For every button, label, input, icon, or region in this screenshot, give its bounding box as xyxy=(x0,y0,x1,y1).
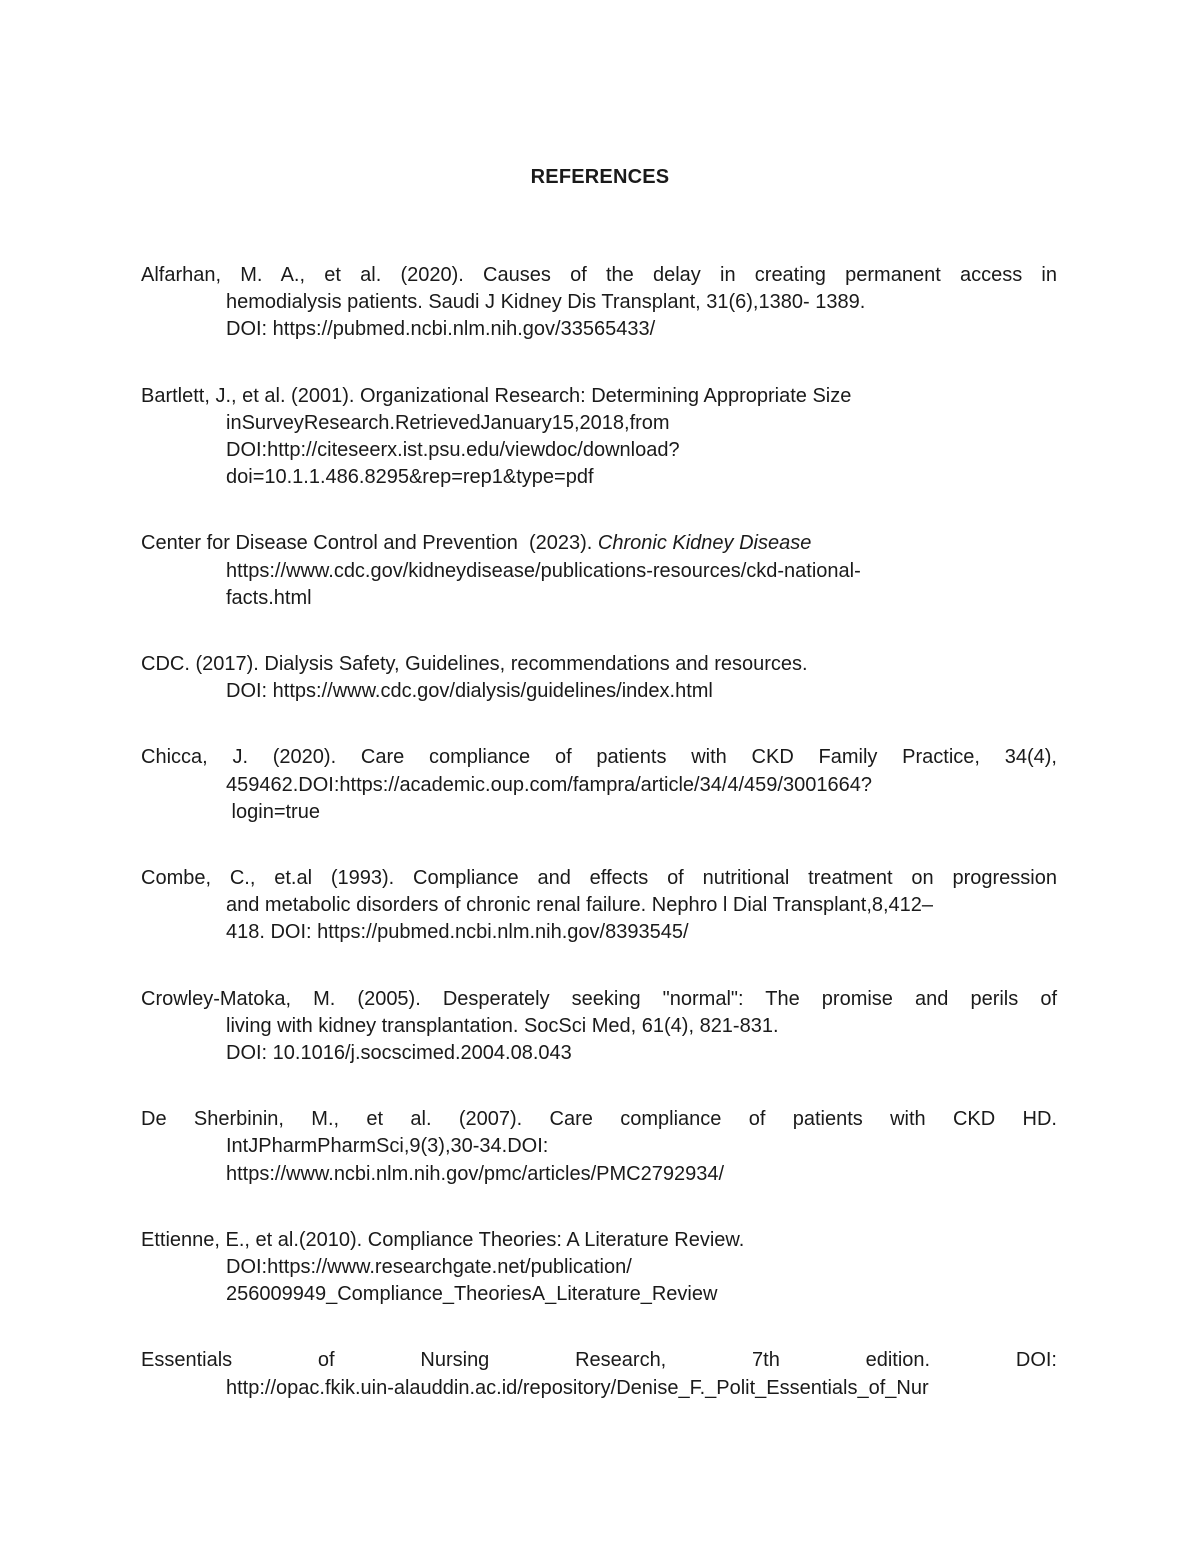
reference-doi: DOI: https://www.cdc.gov/dialysis/guidelines/index.html xyxy=(226,680,713,703)
reference-line: facts.html xyxy=(226,586,312,609)
reference-line: login=true xyxy=(226,800,320,823)
reference-author-text: Center for Disease Control and Prevention (2023). xyxy=(141,532,598,555)
reference-doi: DOI: 10.1016/j.socscimed.2004.08.043 xyxy=(226,1042,572,1065)
reference-url: https://www.cdc.gov/kidneydisease/publications-resources/ckd-national- xyxy=(226,559,861,582)
reference-first-line xyxy=(141,530,1057,557)
reference-entry-chicca xyxy=(141,744,1057,826)
references-heading: REFERENCES xyxy=(530,166,670,188)
reference-line: living with kidney transplantation. SocSci Med, 61(4), 821-831. xyxy=(226,1014,779,1037)
reference-entry-de-sherbinin xyxy=(141,1106,1057,1188)
reference-line: CDC. (2017). Dialysis Safety, Guidelines, recommendations and resources. xyxy=(141,653,808,676)
reference-entry-combe xyxy=(141,865,1057,947)
reference-line: and metabolic disorders of chronic renal failure. Nephro l Dial Transplant,8,412– xyxy=(226,894,934,917)
reference-line: Essentials of Nursing Research, 7th edition. DOI: xyxy=(141,1349,1057,1372)
reference-line: Ettienne, E., et al.(2010). Compliance Theories: A Literature Review. xyxy=(141,1228,745,1251)
reference-url: http://opac.fkik.uin-alauddin.ac.id/repository/Denise_F._Polit_Essentials_of_Nur xyxy=(226,1376,929,1399)
reference-line: Combe, C., et.al (1993). Compliance and effects of nutritional treatment on progression xyxy=(141,867,1057,890)
reference-entry-cdc-ckd xyxy=(141,530,1057,612)
reference-title-italic: Chronic Kidney Disease xyxy=(597,532,812,555)
reference-doi: DOI:https://www.researchgate.net/publication/ xyxy=(226,1256,632,1279)
reference-line: doi=10.1.1.486.8295&rep=rep1&type=pdf xyxy=(226,466,594,489)
reference-entry-bartlett xyxy=(141,383,1057,492)
reference-line: Bartlett, J., et al. (2001). Organizational Research: Determining Appropriate Size xyxy=(141,384,852,407)
reference-line: inSurveyResearch.RetrievedJanuary15,2018,from xyxy=(226,411,670,434)
reference-doi: DOI: https://pubmed.ncbi.nlm.nih.gov/33565433/ xyxy=(226,318,656,341)
reference-line: IntJPharmPharmSci,9(3),30-34.DOI: xyxy=(226,1135,549,1158)
reference-line: Alfarhan, M. A., et al. (2020). Causes of the delay in creating permanent access in xyxy=(141,264,1057,286)
reference-list xyxy=(141,262,1057,1441)
reference-doi: 459462.DOI:https://academic.oup.com/fampra/article/34/4/459/3001664? xyxy=(226,773,872,796)
reference-line: Chicca, J. (2020). Care compliance of patients with CKD Family Practice, 34(4), xyxy=(141,746,1057,769)
reference-doi: DOI:http://citeseerx.ist.psu.edu/viewdoc/download? xyxy=(226,439,680,462)
reference-line: hemodialysis patients. Saudi J Kidney Dis Transplant, 31(6),1380- 1389. xyxy=(226,291,866,314)
reference-line: 256009949_Compliance_TheoriesA_Literature_Review xyxy=(226,1283,718,1306)
reference-entry-alfarhan xyxy=(141,262,1057,344)
reference-entry-crowley-matoka xyxy=(141,986,1057,1068)
reference-doi: 418. DOI: https://pubmed.ncbi.nlm.nih.gov/8393545/ xyxy=(226,921,689,944)
reference-entry-cdc-dialysis xyxy=(141,651,1057,705)
reference-entry-ettienne xyxy=(141,1227,1057,1309)
reference-url: https://www.ncbi.nlm.nih.gov/pmc/articles/PMC2792934/ xyxy=(226,1162,724,1185)
reference-entry-essentials xyxy=(141,1347,1057,1401)
reference-line: De Sherbinin, M., et al. (2007). Care compliance of patients with CKD HD. xyxy=(141,1108,1057,1131)
reference-line: Crowley-Matoka, M. (2005). Desperately seeking "normal": The promise and perils of xyxy=(141,987,1057,1010)
